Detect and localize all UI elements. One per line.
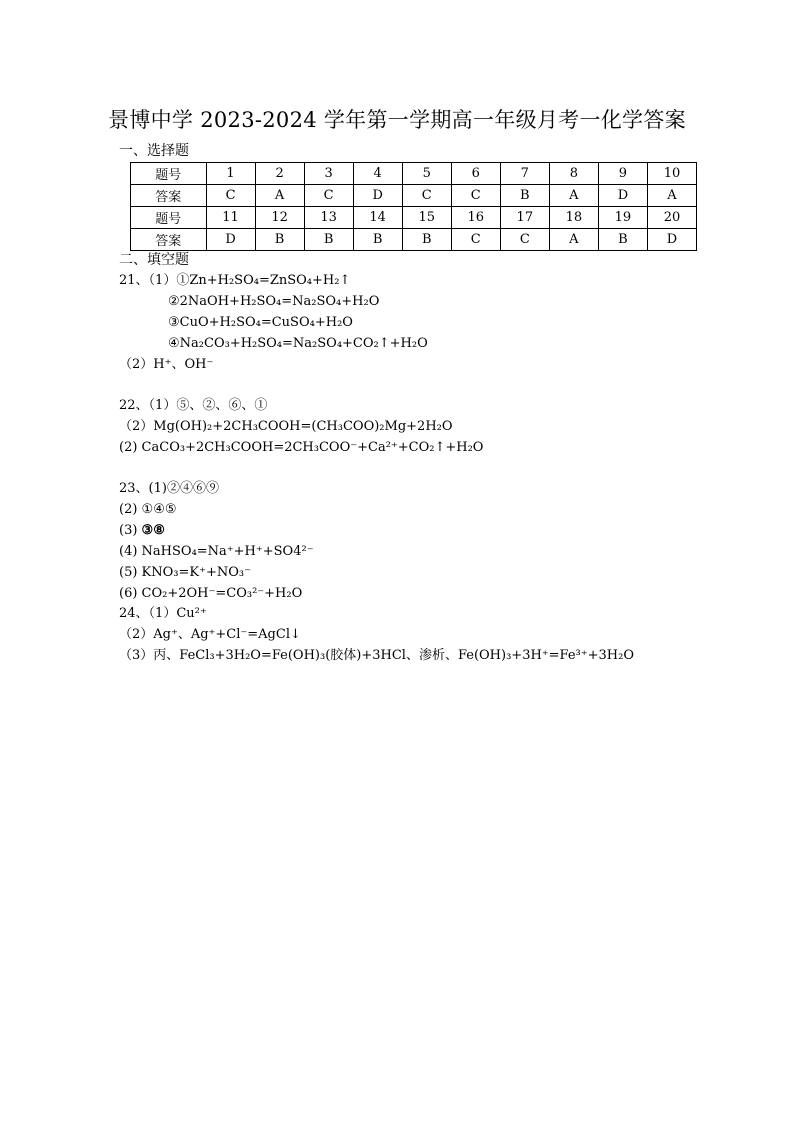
q23-part-1: 23、(1)②④⑥⑨ (119, 481, 219, 496)
q21-eq-1: ①Zn+H₂SO₄=ZnSO₄+H₂↑ (176, 273, 351, 288)
table-cell: 7 (500, 163, 549, 185)
table-cell: B (304, 229, 353, 251)
table-cell: 8 (549, 163, 598, 185)
q23-part-3-value: ③⑧ (141, 523, 165, 538)
table-cell: 15 (402, 207, 451, 229)
table-cell: A (549, 185, 598, 207)
table-cell: D (647, 229, 696, 251)
q23-part-6: (6) CO₂+2OH⁻=CO₃²⁻+H₂O (119, 586, 303, 601)
table-cell: 4 (353, 163, 402, 185)
table-cell: A (647, 185, 696, 207)
q24-part-2: （2）Ag⁺、Ag⁺+Cl⁻=AgCl↓ (119, 627, 301, 642)
table-cell: 3 (304, 163, 353, 185)
q24-part-1: 24、（1）Cu²⁺ (119, 606, 207, 621)
table-row (131, 185, 697, 207)
table-cell: B (500, 185, 549, 207)
table-row (131, 229, 697, 251)
table-cell: B (598, 229, 647, 251)
row-label: 答案 (131, 185, 207, 207)
answer-table (130, 162, 697, 251)
q21-prefix: 21、（1） (119, 273, 177, 288)
q21-part-2: （2）H⁺、OH⁻ (119, 357, 214, 372)
table-row (131, 163, 697, 185)
table-cell: D (353, 185, 402, 207)
table-cell: D (206, 229, 255, 251)
q23-part-3-prefix: (3) (119, 523, 142, 538)
q21-eq-4: ④Na₂CO₃+H₂SO₄=Na₂SO₄+CO₂↑+H₂O (168, 336, 428, 351)
q21-line-1 (119, 273, 350, 289)
table-cell: 9 (598, 163, 647, 185)
table-cell: A (255, 185, 304, 207)
q21-eq-3: ③CuO+H₂SO₄=CuSO₄+H₂O (168, 315, 353, 330)
q24-part-3: （3）丙、FeCl₃+3H₂O=Fe(OH)₃(胶体)+3HCl、渗析、Fe(OH)₃+3H⁺=Fe³⁺+3H₂O (119, 648, 635, 663)
table-cell: 16 (451, 207, 500, 229)
q23-part-3 (119, 523, 165, 539)
q22-part-1: 22、（1）⑤、②、⑥、① (119, 398, 268, 413)
table-cell: 13 (304, 207, 353, 229)
table-cell: 18 (549, 207, 598, 229)
table-cell: 11 (206, 207, 255, 229)
table-cell: B (255, 229, 304, 251)
row-label: 答案 (131, 229, 207, 251)
q23-part-5: (5) KNO₃=K⁺+NO₃⁻ (119, 565, 251, 580)
table-cell: 20 (647, 207, 696, 229)
table-cell: B (402, 229, 451, 251)
table-cell: C (500, 229, 549, 251)
table-cell: C (402, 185, 451, 207)
table-cell: 1 (206, 163, 255, 185)
section-heading-fill: 二、填空题 (119, 252, 189, 268)
table-cell: 2 (255, 163, 304, 185)
table-cell: C (206, 185, 255, 207)
table-cell: C (451, 185, 500, 207)
table-cell: 6 (451, 163, 500, 185)
table-cell: 17 (500, 207, 549, 229)
q23-part-2: (2) ①④⑤ (119, 502, 177, 517)
table-cell: C (451, 229, 500, 251)
table-cell: D (598, 185, 647, 207)
page-title: 景博中学 2023-2024 学年第一学期高一年级月考一化学答案 (108, 108, 686, 132)
q21-eq-2: ②2NaOH+H₂SO₄=Na₂SO₄+H₂O (168, 294, 380, 309)
row-label: 题号 (131, 163, 207, 185)
table-cell: 10 (647, 163, 696, 185)
row-label: 题号 (131, 207, 207, 229)
table-cell: 12 (255, 207, 304, 229)
table-row (131, 207, 697, 229)
table-cell: C (304, 185, 353, 207)
section-heading-choice: 一、选择题 (119, 143, 189, 159)
table-cell: A (549, 229, 598, 251)
table-cell: 19 (598, 207, 647, 229)
q22-part-2: （2）Mg(OH)₂+2CH₃COOH=(CH₃COO)₂Mg+2H₂O (119, 419, 453, 434)
table-cell: 14 (353, 207, 402, 229)
table-cell: 5 (402, 163, 451, 185)
q22-part-3: (2) CaCO₃+2CH₃COOH=2CH₃COO⁻+Ca²⁺+CO₂↑+H₂O (119, 440, 484, 455)
table-cell: B (353, 229, 402, 251)
q23-part-4: (4) NaHSO₄=Na⁺+H⁺+SO4²⁻ (119, 544, 314, 559)
